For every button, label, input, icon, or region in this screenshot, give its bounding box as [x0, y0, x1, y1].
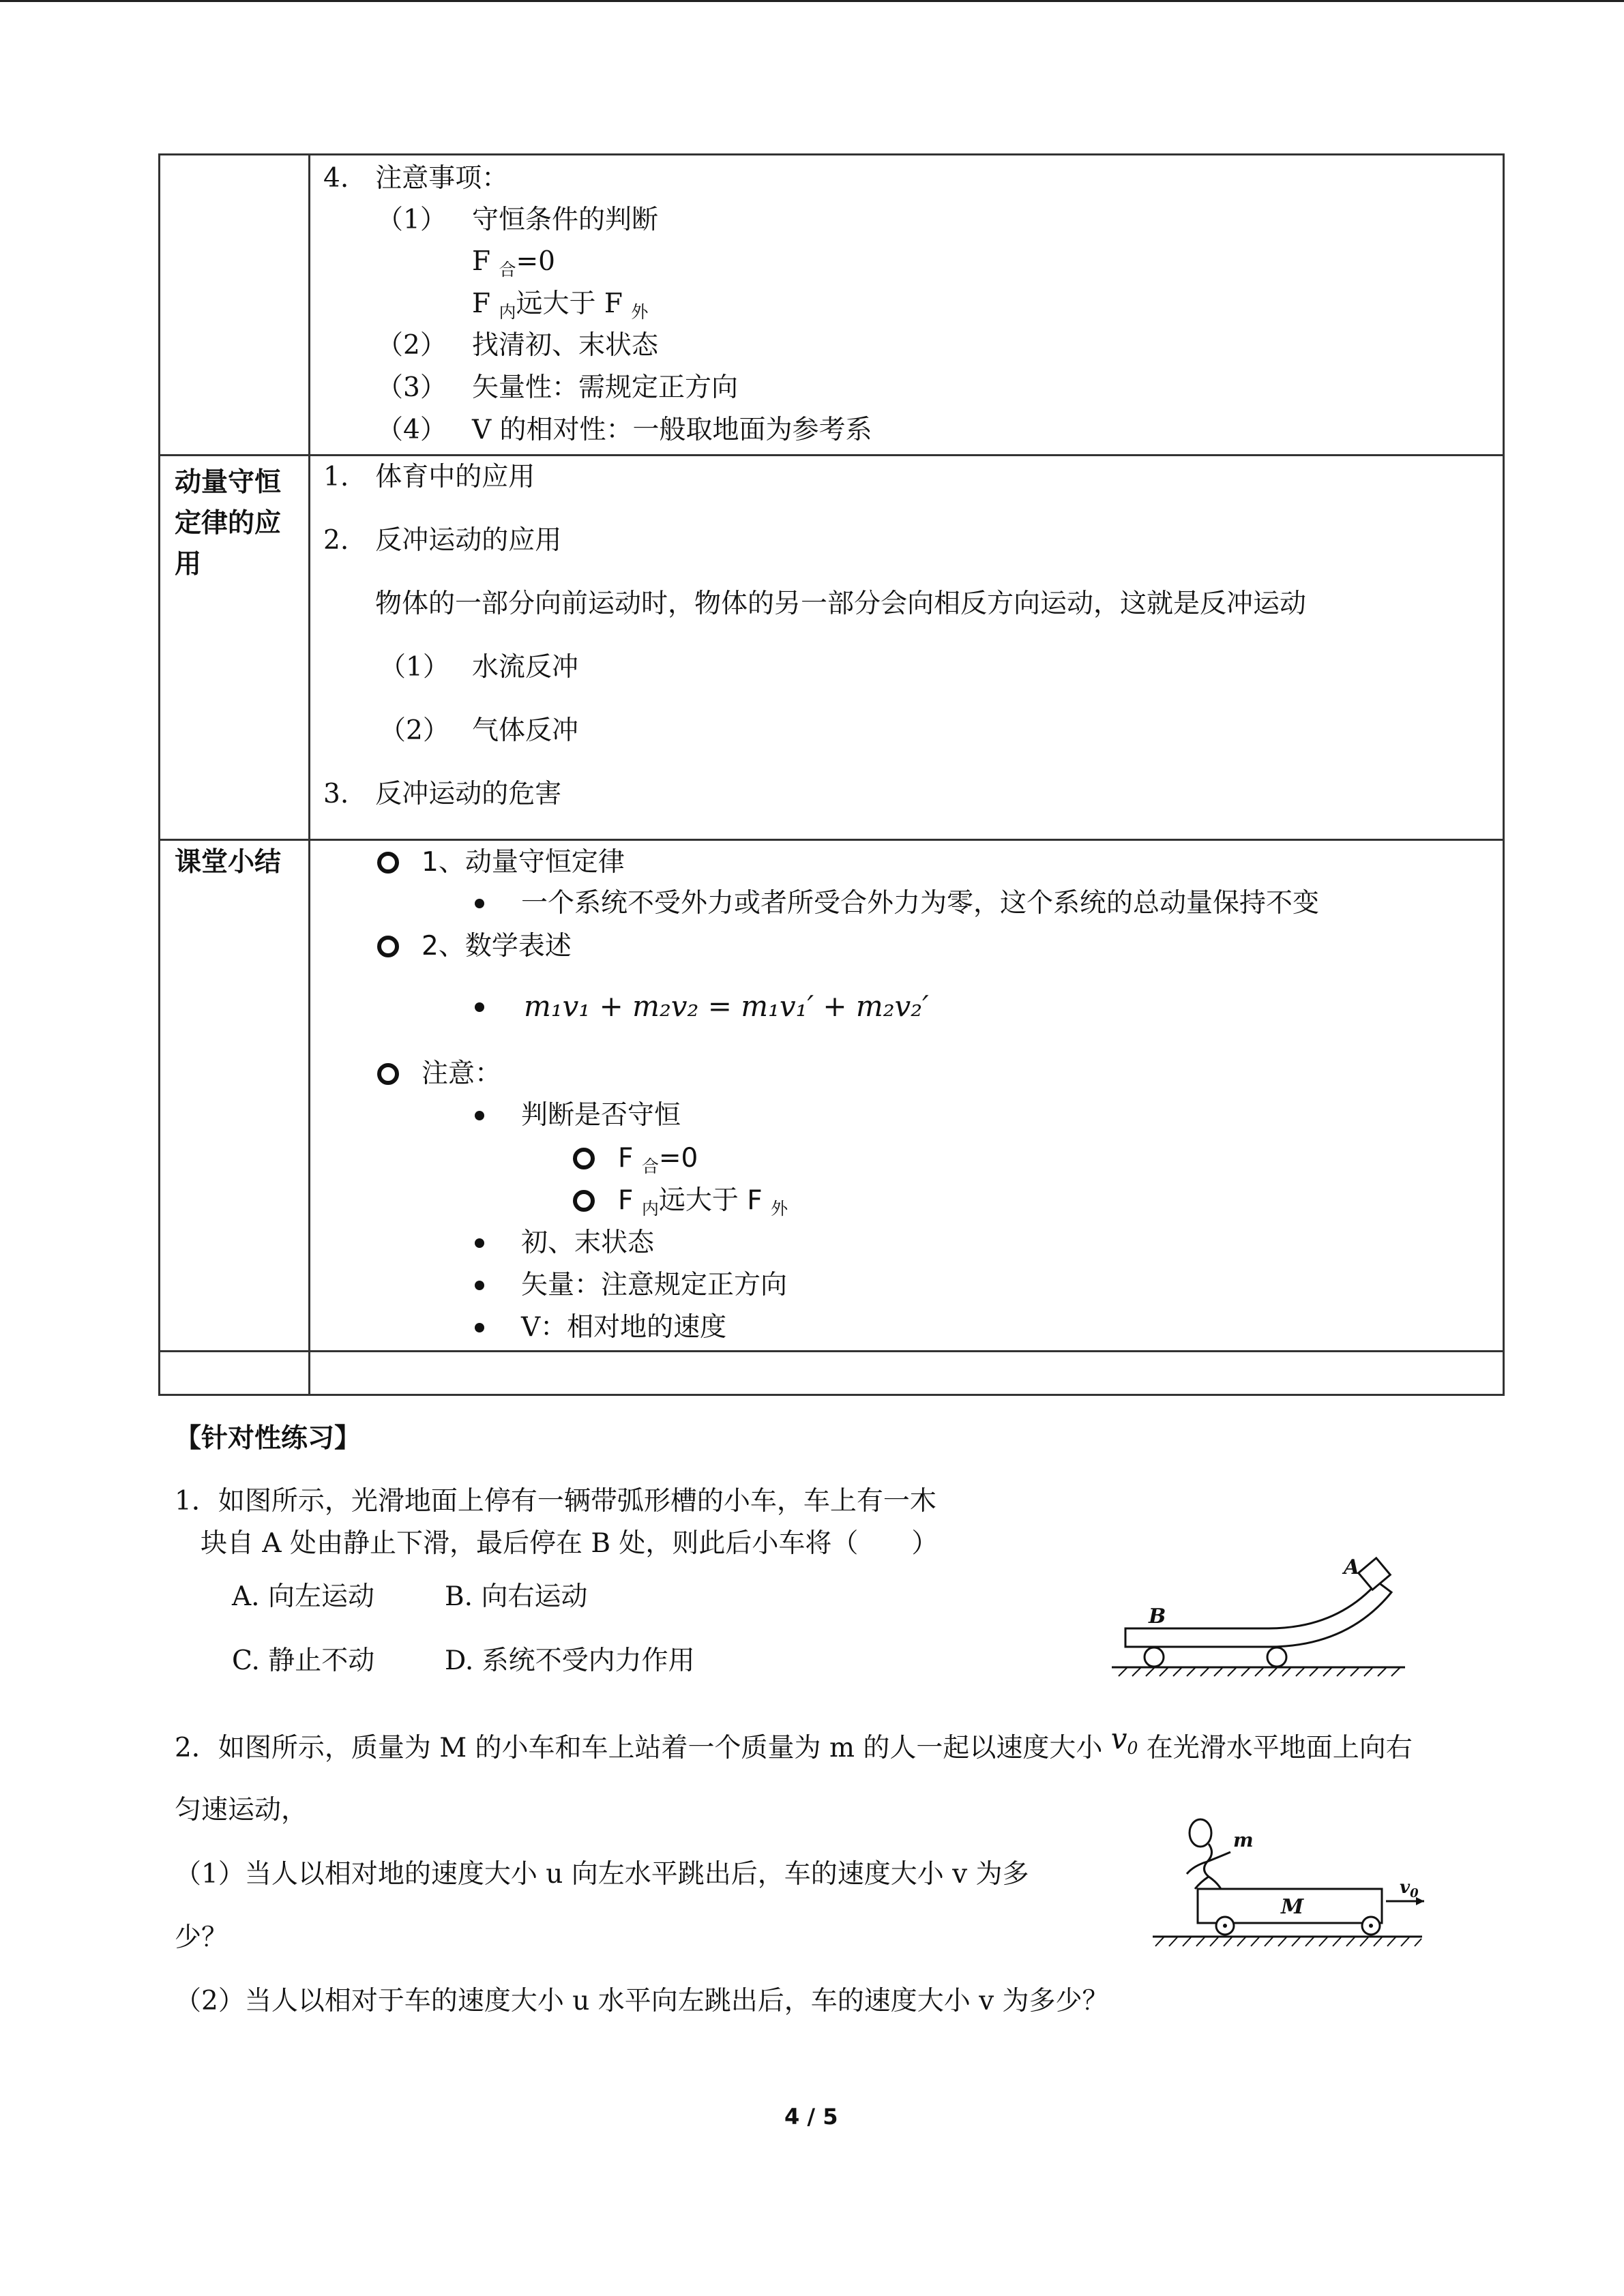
application-label-line-3: 用	[175, 549, 202, 580]
page-number: 4 / 5	[784, 2104, 838, 2130]
summary-bullet-1	[377, 852, 399, 874]
summary-dot-1a	[475, 899, 484, 908]
summary-point-1a: 一个系统不受外力或者所受合外力为零，这个系统的总动量保持不变	[521, 888, 1320, 919]
notes-condition-internal-force: F $_内$远大于 F $_外$	[472, 288, 649, 322]
summary-point-3d: V：相对地的速度	[521, 1312, 727, 1343]
q2-part-1-line-2: 少？	[175, 1922, 228, 1953]
recoil-definition: 物体的一部分向前运动时，物体的另一部分会向相反方向运动，这就是反冲运动	[375, 588, 1307, 619]
label-point-b: B	[1149, 1605, 1166, 1628]
notes-item-3-num: （3）	[377, 372, 447, 403]
exercise-title: 【针对性练习】	[175, 1423, 361, 1454]
summary-bullet-2	[377, 936, 399, 957]
application-sub-2-text: 气体反冲	[472, 715, 579, 746]
summary-point-3a2: F $_内$远大于 F $_外$	[618, 1185, 788, 1219]
application-label-line-2: 定律的应	[175, 508, 282, 539]
label-mass-m: m	[1233, 1829, 1254, 1851]
q1-line-2: 块自 A 处由静止下滑，最后停在 B 处，则此后小车将（ ）	[201, 1528, 939, 1559]
table-border-top	[158, 153, 1505, 155]
q1-option-d: D. 系统不受内力作用	[445, 1645, 695, 1676]
ground-hatching	[1119, 1668, 1400, 1676]
row-separator-3	[158, 1350, 1505, 1352]
summary-label: 课堂小结	[175, 847, 282, 878]
momentum-formula: m₁v₁ + m₂v₂ = m₁v₁′ + m₂v₂′	[524, 989, 929, 1023]
notes-item-2-text: 找清初、末状态	[472, 330, 659, 361]
label-velocity: $v_0$	[1400, 1877, 1419, 1900]
notes-heading: 4. 注意事项：	[323, 163, 509, 194]
q1-line-1: 1．如图所示，光滑地面上停有一辆带弧形槽的小车，车上有一木	[175, 1486, 936, 1517]
summary-point-3b: 初、末状态	[521, 1227, 655, 1258]
summary-bullet-3a1	[573, 1148, 595, 1169]
application-item-1: 1. 体育中的应用	[323, 462, 535, 492]
row-separator-1	[158, 454, 1505, 456]
summary-dot-3a	[475, 1111, 484, 1120]
summary-bullet-3a2	[573, 1190, 595, 1212]
summary-point-3a1: F $_合$=0	[618, 1143, 698, 1176]
table-border-left	[158, 153, 160, 1396]
summary-point-3a: 判断是否守恒	[521, 1100, 681, 1131]
application-item-3: 3. 反冲运动的危害	[323, 779, 562, 809]
summary-dot-3b	[475, 1238, 484, 1248]
summary-point-2: 2、数学表述	[422, 931, 572, 961]
table-border-right	[1503, 153, 1505, 1396]
cart-wheel-right	[1267, 1648, 1286, 1667]
label-point-a: A	[1344, 1555, 1360, 1579]
application-sub-2-num: （2）	[379, 715, 449, 746]
notes-item-3-text: 矢量性：需规定正方向	[472, 372, 739, 403]
row-separator-2	[158, 839, 1505, 841]
notes-item-4-num: （4）	[377, 415, 447, 445]
summary-dot-3d	[475, 1323, 484, 1332]
summary-dot-2a	[475, 1002, 484, 1012]
summary-point-3: 注意：	[422, 1058, 502, 1089]
q1-option-b: B. 向右运动	[445, 1581, 588, 1612]
application-item-2: 2. 反冲运动的应用	[323, 525, 562, 556]
q2-part-2: （2）当人以相对于车的速度大小 u 水平向左跳出后，车的速度大小 v 为多少？	[175, 1986, 1109, 2016]
summary-dot-3c	[475, 1281, 484, 1290]
table-divider-column	[308, 153, 310, 1396]
person-figure	[1187, 1819, 1230, 1889]
application-sub-1-num: （1）	[379, 652, 449, 683]
q1-figure-cart-with-groove	[1112, 1555, 1412, 1684]
notes-item-1-text: 守恒条件的判断	[472, 205, 659, 235]
application-sub-1-text: 水流反冲	[472, 652, 579, 683]
summary-point-1: 1、动量守恒定律	[422, 847, 625, 878]
sliding-block	[1359, 1558, 1391, 1590]
table-border-bottom	[158, 1394, 1505, 1396]
ground-hatching-2	[1155, 1937, 1421, 1946]
cart-wheel-left	[1145, 1648, 1164, 1667]
application-label-line-1: 动量守恒	[175, 467, 282, 498]
q1-option-a: A. 向左运动	[232, 1581, 374, 1612]
q2-line-1: 2．如图所示，质量为 M 的小车和车上站着一个质量为 m 的人一起以速度大小 $v_0$ 在光滑水平地面上向右	[175, 1722, 1413, 1763]
q1-option-c: C. 静止不动	[232, 1645, 375, 1676]
notes-item-4-text: V 的相对性：一般取地面为参考系	[472, 415, 872, 445]
page-top-border	[0, 0, 1624, 2]
q2-part-1-line-1: （1）当人以相对地的速度大小 u 向左水平跳出后，车的速度大小 v 为多	[175, 1859, 1029, 1890]
notes-item-1-num: （1）	[377, 205, 447, 235]
q2-figure-person-on-cart	[1146, 1814, 1432, 1957]
summary-bullet-3	[377, 1063, 399, 1085]
notes-item-2-num: （2）	[377, 330, 447, 361]
notes-condition-net-force: F $_合$=0	[472, 246, 555, 280]
label-mass-big-m: M	[1281, 1895, 1304, 1919]
q2-line-2: 匀速运动，	[175, 1795, 308, 1825]
summary-point-3c: 矢量：注意规定正方向	[521, 1270, 788, 1300]
